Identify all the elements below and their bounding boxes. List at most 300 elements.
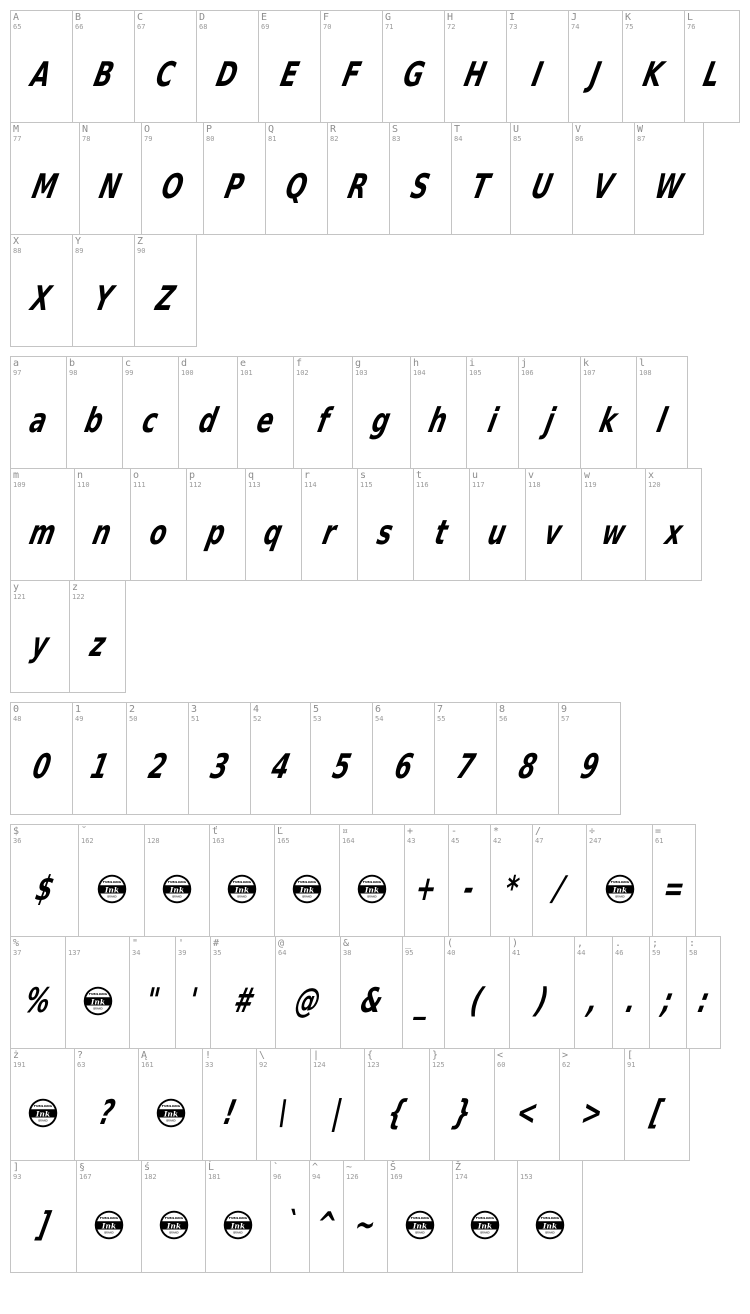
- glyph-char-label: ˘: [81, 826, 88, 837]
- badge-top-text: FUBILIANG: [99, 1215, 119, 1220]
- glyph-char-label: .: [615, 938, 622, 949]
- glyph-char-label: L: [687, 12, 694, 23]
- glyph-code-label: 71: [385, 23, 394, 31]
- glyph-code-label: 36: [13, 837, 22, 845]
- glyph-sample: [73, 41, 134, 108]
- glyph-code-label: 81: [268, 135, 277, 143]
- glyph-sample: [66, 967, 129, 1034]
- glyph-char-label: ÷: [589, 826, 596, 837]
- glyph-char-label: M: [13, 124, 20, 135]
- glyph-preview: c: [138, 400, 163, 441]
- glyph-cell: [310, 702, 373, 815]
- glyph-char-label: §: [79, 1162, 86, 1173]
- glyph-sample: [560, 1079, 624, 1146]
- glyph-preview: v: [541, 512, 566, 553]
- glyph-preview: 6: [390, 746, 417, 787]
- glyph-preview: 8: [514, 746, 541, 787]
- glyph-sample: [341, 967, 402, 1034]
- glyph-preview: ~: [350, 1204, 381, 1245]
- glyph-sample: [650, 967, 686, 1034]
- glyph-code-label: 114: [304, 481, 317, 489]
- glyph-code-label: 85: [513, 135, 522, 143]
- glyph-preview: B: [89, 54, 118, 95]
- glyph-char-label: k: [583, 358, 590, 369]
- badge-top-text: FUBILIANG: [88, 991, 107, 996]
- glyph-preview: k: [596, 400, 621, 441]
- glyph-sample: [430, 1079, 494, 1146]
- glyph-sample: [142, 153, 203, 220]
- glyph-char-label: f: [296, 358, 303, 369]
- glyph-sample: [646, 499, 701, 566]
- glyph-cell: [612, 936, 650, 1049]
- glyph-char-label: E: [261, 12, 268, 23]
- glyph-code-label: 110: [77, 481, 90, 489]
- glyph-cell: [624, 1048, 690, 1161]
- glyph-cell: [79, 122, 142, 235]
- glyph-sample: [344, 1191, 387, 1258]
- glyph-char-label: /: [535, 826, 542, 837]
- glyph-sample: [613, 967, 649, 1034]
- glyph-code-label: 101: [240, 369, 253, 377]
- glyph-sample: [411, 387, 466, 454]
- glyph-cell: [645, 468, 702, 581]
- glyph-sample: [206, 1191, 270, 1258]
- glyph-sample: [210, 855, 274, 922]
- glyph-sample: [414, 499, 469, 566]
- glyph-sample: [625, 1079, 689, 1146]
- glyph-preview: $: [31, 868, 58, 909]
- glyph-preview: J: [586, 54, 605, 95]
- glyph-char-label: O: [144, 124, 151, 135]
- glyph-cell: [178, 356, 238, 469]
- glyph-char-label: 5: [313, 704, 320, 715]
- glyph-preview: W: [651, 166, 687, 207]
- glyph-sample: [142, 1191, 205, 1258]
- glyph-code-label: 109: [13, 481, 26, 489]
- glyph-code-label: 70: [323, 23, 332, 31]
- glyph-char-label: 7: [437, 704, 444, 715]
- glyph-cell: [250, 702, 311, 815]
- glyph-cell: [343, 1160, 388, 1273]
- glyph-cell: [469, 468, 526, 581]
- glyph-code-label: 91: [627, 1061, 636, 1069]
- glyph-code-label: 86: [575, 135, 584, 143]
- ink-badge-icon: [162, 874, 192, 904]
- glyph-preview: +: [411, 868, 442, 909]
- glyph-cell: [10, 936, 66, 1049]
- glyph-cell: [649, 936, 687, 1049]
- glyph-char-label: c: [125, 358, 132, 369]
- ink-badge-icon: [83, 986, 113, 1016]
- badge-top-text: FUBILIANG: [540, 1215, 560, 1220]
- glyph-char-label: ¤: [342, 826, 349, 837]
- glyph-char-label: ': [178, 938, 185, 949]
- glyph-cell: [572, 122, 635, 235]
- glyph-code-label: 74: [571, 23, 580, 31]
- glyph-cell: [404, 824, 449, 937]
- glyph-sample: [491, 855, 532, 922]
- glyph-sample: [271, 1191, 309, 1258]
- glyph-preview: |: [328, 1092, 347, 1133]
- glyph-cell: [634, 122, 704, 235]
- glyph-preview: C: [152, 54, 179, 95]
- glyph-cell: [301, 468, 358, 581]
- badge-main-text: Ink: [542, 1220, 558, 1230]
- badge-bottom-text: BRAND: [104, 1230, 114, 1234]
- glyph-char-label: 0: [13, 704, 20, 715]
- glyph-sample: [204, 153, 265, 220]
- glyph-sample: [79, 855, 144, 922]
- glyph-char-label: g: [355, 358, 362, 369]
- glyph-char-label: U: [513, 124, 520, 135]
- glyph-sample: [687, 967, 720, 1034]
- glyph-code-label: 100: [181, 369, 194, 377]
- glyph-preview: S: [407, 166, 434, 207]
- glyph-char-label: ,: [577, 938, 584, 949]
- glyph-char-label: z: [72, 582, 79, 593]
- badge-main-text: Ink: [230, 1220, 246, 1230]
- glyph-char-label: Ĺ: [208, 1162, 215, 1173]
- glyph-preview: ^: [311, 1204, 342, 1245]
- glyph-char-label: r: [304, 470, 311, 481]
- glyph-sample: [123, 387, 178, 454]
- glyph-sample: [179, 387, 237, 454]
- glyph-preview: [: [647, 1092, 667, 1133]
- badge-bottom-text: BRAND: [367, 894, 377, 898]
- glyph-code-label: 38: [343, 949, 352, 957]
- glyph-code-label: 87: [637, 135, 646, 143]
- ink-badge-icon: [223, 1210, 253, 1240]
- glyph-sample: [353, 387, 410, 454]
- glyph-sample: [11, 153, 79, 220]
- glyph-char-label: p: [189, 470, 196, 481]
- glyph-char-label: q: [248, 470, 255, 481]
- glyph-char-label: J: [571, 12, 578, 23]
- glyph-code-label: 98: [69, 369, 78, 377]
- glyph-cell: [525, 468, 582, 581]
- glyph-preview: Q: [281, 166, 312, 207]
- glyph-cell: [372, 702, 435, 815]
- glyph-code-label: 63: [77, 1061, 86, 1069]
- glyph-char-label: Z: [137, 236, 144, 247]
- badge-main-text: Ink: [101, 1220, 117, 1230]
- glyph-sample: [518, 1191, 582, 1258]
- glyph-code-label: 104: [413, 369, 426, 377]
- glyph-cell: [72, 234, 135, 347]
- glyph-preview: `: [279, 1204, 301, 1245]
- glyph-sample: [321, 41, 382, 108]
- glyph-preview: ,: [584, 980, 603, 1021]
- badge-bottom-text: BRAND: [172, 894, 182, 898]
- glyph-preview: (: [467, 980, 487, 1021]
- badge-top-text: FUBILIANG: [164, 1215, 183, 1220]
- glyph-cell: [188, 702, 251, 815]
- glyph-char-label: 4: [253, 704, 260, 715]
- ink-badge-icon: [97, 874, 127, 904]
- glyph-code-label: 153: [520, 1173, 533, 1181]
- glyph-code-label: 99: [125, 369, 134, 377]
- glyph-char-label: i: [469, 358, 476, 369]
- glyph-sample: [294, 387, 352, 454]
- glyph-cell: [652, 824, 696, 937]
- glyph-code-label: 69: [261, 23, 270, 31]
- badge-top-text: FUBILIANG: [297, 879, 317, 884]
- glyph-cell: [134, 234, 197, 347]
- glyph-code-label: 40: [447, 949, 456, 957]
- glyph-preview: Z: [152, 278, 179, 319]
- glyph-code-label: 51: [191, 715, 200, 723]
- glyph-char-label: Q: [268, 124, 275, 135]
- glyph-char-label: n: [77, 470, 84, 481]
- glyph-cell: [580, 356, 637, 469]
- glyph-cell: [444, 936, 510, 1049]
- badge-top-text: FUBILIANG: [228, 1215, 248, 1220]
- glyph-code-label: 123: [367, 1061, 380, 1069]
- glyph-sample: [135, 41, 196, 108]
- glyph-char-label: W: [637, 124, 644, 135]
- glyph-preview: 4: [267, 746, 294, 787]
- glyph-code-label: 84: [454, 135, 463, 143]
- glyph-sample: [67, 387, 122, 454]
- glyph-sample: [519, 387, 580, 454]
- glyph-code-label: 121: [13, 593, 26, 601]
- badge-top-text: FUBILIANG: [362, 879, 382, 884]
- glyph-char-label: N: [82, 124, 89, 135]
- glyph-char-label: X: [13, 236, 20, 247]
- glyph-preview: L: [699, 54, 725, 95]
- glyph-char-label: m: [13, 470, 20, 481]
- glyph-code-label: 58: [689, 949, 698, 957]
- badge-bottom-text: BRAND: [233, 1230, 243, 1234]
- glyph-cell: [382, 10, 445, 123]
- glyph-code-label: 68: [199, 23, 208, 31]
- glyph-code-label: 122: [72, 593, 85, 601]
- glyph-code-label: 124: [313, 1061, 326, 1069]
- badge-bottom-text: BRAND: [302, 894, 312, 898]
- glyph-char-label: K: [625, 12, 632, 23]
- glyph-cell: [429, 1048, 495, 1161]
- glyph-sample: [11, 1079, 74, 1146]
- glyph-cell: [496, 702, 559, 815]
- glyph-cell: [203, 122, 266, 235]
- glyph-code-label: 79: [144, 135, 153, 143]
- ink-badge-icon: [535, 1210, 565, 1240]
- glyph-cell: [568, 10, 623, 123]
- glyph-code-label: 112: [189, 481, 202, 489]
- glyph-preview: K: [639, 54, 668, 95]
- glyph-code-label: 247: [589, 837, 602, 845]
- badge-bottom-text: BRAND: [37, 1118, 48, 1122]
- glyph-char-label: b: [69, 358, 76, 369]
- glyph-cell: [518, 356, 581, 469]
- glyph-char-label: v: [528, 470, 535, 481]
- glyph-code-label: 64: [278, 949, 287, 957]
- glyph-sample: [470, 499, 525, 566]
- glyph-preview: /: [550, 868, 569, 909]
- ink-badge-icon: [227, 874, 257, 904]
- glyph-char-label: 8: [499, 704, 506, 715]
- glyph-char-label: s: [360, 470, 367, 481]
- glyph-code-label: 76: [687, 23, 696, 31]
- glyph-cell: [506, 10, 569, 123]
- glyph-code-label: 181: [208, 1173, 221, 1181]
- glyph-sample: [139, 1079, 202, 1146]
- glyph-char-label: l: [639, 358, 646, 369]
- glyph-cell: [141, 122, 204, 235]
- ink-badge-icon: [470, 1210, 500, 1240]
- glyph-code-label: 67: [137, 23, 146, 31]
- glyph-code-label: 117: [472, 481, 485, 489]
- glyph-sample: [526, 499, 581, 566]
- glyph-cell: [413, 468, 470, 581]
- glyph-char-label: Ž: [455, 1162, 462, 1173]
- glyph-preview: ]: [33, 1204, 54, 1245]
- glyph-char-label: ": [132, 938, 139, 949]
- glyph-sample: [238, 387, 293, 454]
- glyph-sample: [77, 1191, 141, 1258]
- glyph-char-label: P: [206, 124, 213, 135]
- glyph-code-label: 169: [390, 1173, 403, 1181]
- glyph-preview: x: [661, 512, 686, 553]
- glyph-char-label: D: [199, 12, 206, 23]
- glyph-sample: [73, 265, 134, 332]
- badge-bottom-text: BRAND: [165, 1118, 176, 1122]
- glyph-char-label: 1: [75, 704, 82, 715]
- glyph-preview: %: [21, 980, 55, 1021]
- glyph-sample: [251, 733, 310, 800]
- glyph-cell: [72, 702, 127, 815]
- badge-main-text: Ink: [234, 884, 250, 894]
- glyph-cell: [141, 1160, 206, 1273]
- glyph-cell: [10, 702, 73, 815]
- glyph-sample: [358, 499, 413, 566]
- glyph-sample: [70, 611, 125, 678]
- glyph-code-label: 106: [521, 369, 534, 377]
- glyph-sample: [497, 733, 558, 800]
- glyph-char-label: %: [13, 938, 20, 949]
- glyph-cell: [258, 10, 321, 123]
- glyph-char-label: ^: [312, 1162, 319, 1173]
- glyph-char-label: Ľ: [277, 826, 284, 837]
- glyph-code-label: 49: [75, 715, 84, 723]
- glyph-code-label: 165: [277, 837, 290, 845]
- glyph-code-label: 46: [615, 949, 624, 957]
- glyph-code-label: 174: [455, 1173, 468, 1181]
- glyph-code-label: 57: [561, 715, 570, 723]
- glyph-char-label: w: [584, 470, 591, 481]
- glyph-char-label: F: [323, 12, 330, 23]
- glyph-char-label: u: [472, 470, 479, 481]
- glyph-sample: [403, 967, 444, 1034]
- glyph-char-label: \: [259, 1050, 266, 1061]
- glyph-preview: Y: [90, 278, 117, 319]
- glyph-cell: [196, 10, 259, 123]
- glyph-sample: [653, 855, 695, 922]
- glyph-sample: [11, 265, 72, 332]
- badge-main-text: Ink: [477, 1220, 493, 1230]
- glyph-preview: O: [157, 166, 188, 207]
- glyph-cell: [510, 122, 573, 235]
- glyph-sample: [75, 1079, 138, 1146]
- glyph-char-label: a: [13, 358, 20, 369]
- glyph-preview: o: [145, 512, 172, 553]
- glyph-sample: [211, 967, 275, 1034]
- glyph-sample: [11, 611, 69, 678]
- glyph-preview: @: [291, 980, 325, 1021]
- glyph-preview: A: [27, 54, 56, 95]
- ink-badge-icon: [28, 1098, 58, 1128]
- glyph-code-label: 111: [133, 481, 146, 489]
- badge-top-text: FUBILIANG: [410, 1215, 430, 1220]
- glyph-code-label: 77: [13, 135, 22, 143]
- glyph-char-label: y: [13, 582, 20, 593]
- badge-top-text: FUBILIANG: [161, 1103, 180, 1108]
- glyph-cell: [237, 356, 294, 469]
- glyph-sample: [569, 41, 622, 108]
- glyph-preview: 0: [28, 746, 55, 787]
- glyph-char-label: $: [13, 826, 20, 837]
- badge-bottom-text: BRAND: [92, 1006, 103, 1010]
- glyph-cell: [65, 936, 130, 1049]
- glyph-preview: d: [194, 400, 222, 441]
- glyph-cell: [74, 468, 131, 581]
- glyph-code-label: 108: [639, 369, 652, 377]
- glyph-preview: V: [589, 166, 618, 207]
- badge-top-text: FUBILIANG: [102, 879, 121, 884]
- glyph-cell: [265, 122, 328, 235]
- glyph-cell: [10, 468, 75, 581]
- glyph-code-label: 34: [132, 949, 141, 957]
- glyph-cell: [10, 356, 67, 469]
- glyph-preview: ?: [95, 1092, 118, 1133]
- glyph-code-label: 78: [82, 135, 91, 143]
- glyph-cell: [559, 1048, 625, 1161]
- glyph-char-label: 6: [375, 704, 382, 715]
- glyph-sample: [685, 41, 739, 108]
- glyph-sample: [276, 967, 340, 1034]
- glyph-sample: [445, 967, 509, 1034]
- glyph-code-label: 35: [213, 949, 222, 957]
- badge-main-text: Ink: [612, 884, 627, 894]
- glyph-cell: [209, 824, 275, 937]
- glyph-code-label: 103: [355, 369, 368, 377]
- glyph-code-label: 162: [81, 837, 94, 845]
- glyph-code-label: 97: [13, 369, 22, 377]
- badge-bottom-text: BRAND: [545, 1230, 555, 1234]
- glyph-char-label: e: [240, 358, 247, 369]
- glyph-sample: [623, 41, 684, 108]
- glyph-preview: 3: [206, 746, 233, 787]
- glyph-sample: [467, 387, 518, 454]
- glyph-cell: [452, 1160, 518, 1273]
- glyph-cell: [134, 10, 197, 123]
- glyph-char-label: 3: [191, 704, 198, 715]
- glyph-code-label: 164: [342, 837, 355, 845]
- glyph-sample: [311, 733, 372, 800]
- glyph-code-label: 50: [129, 715, 138, 723]
- glyph-sample: [311, 1079, 364, 1146]
- glyph-preview: 2: [144, 746, 171, 787]
- glyph-cell: [202, 1048, 257, 1161]
- glyph-cell: [130, 468, 187, 581]
- glyph-sample: [11, 499, 74, 566]
- glyph-sample: [453, 1191, 517, 1258]
- glyph-char-label: @: [278, 938, 285, 949]
- glyph-preview: w: [597, 512, 630, 553]
- glyph-char-label: H: [447, 12, 454, 23]
- glyph-sample: [127, 733, 188, 800]
- glyph-char-label: Y: [75, 236, 82, 247]
